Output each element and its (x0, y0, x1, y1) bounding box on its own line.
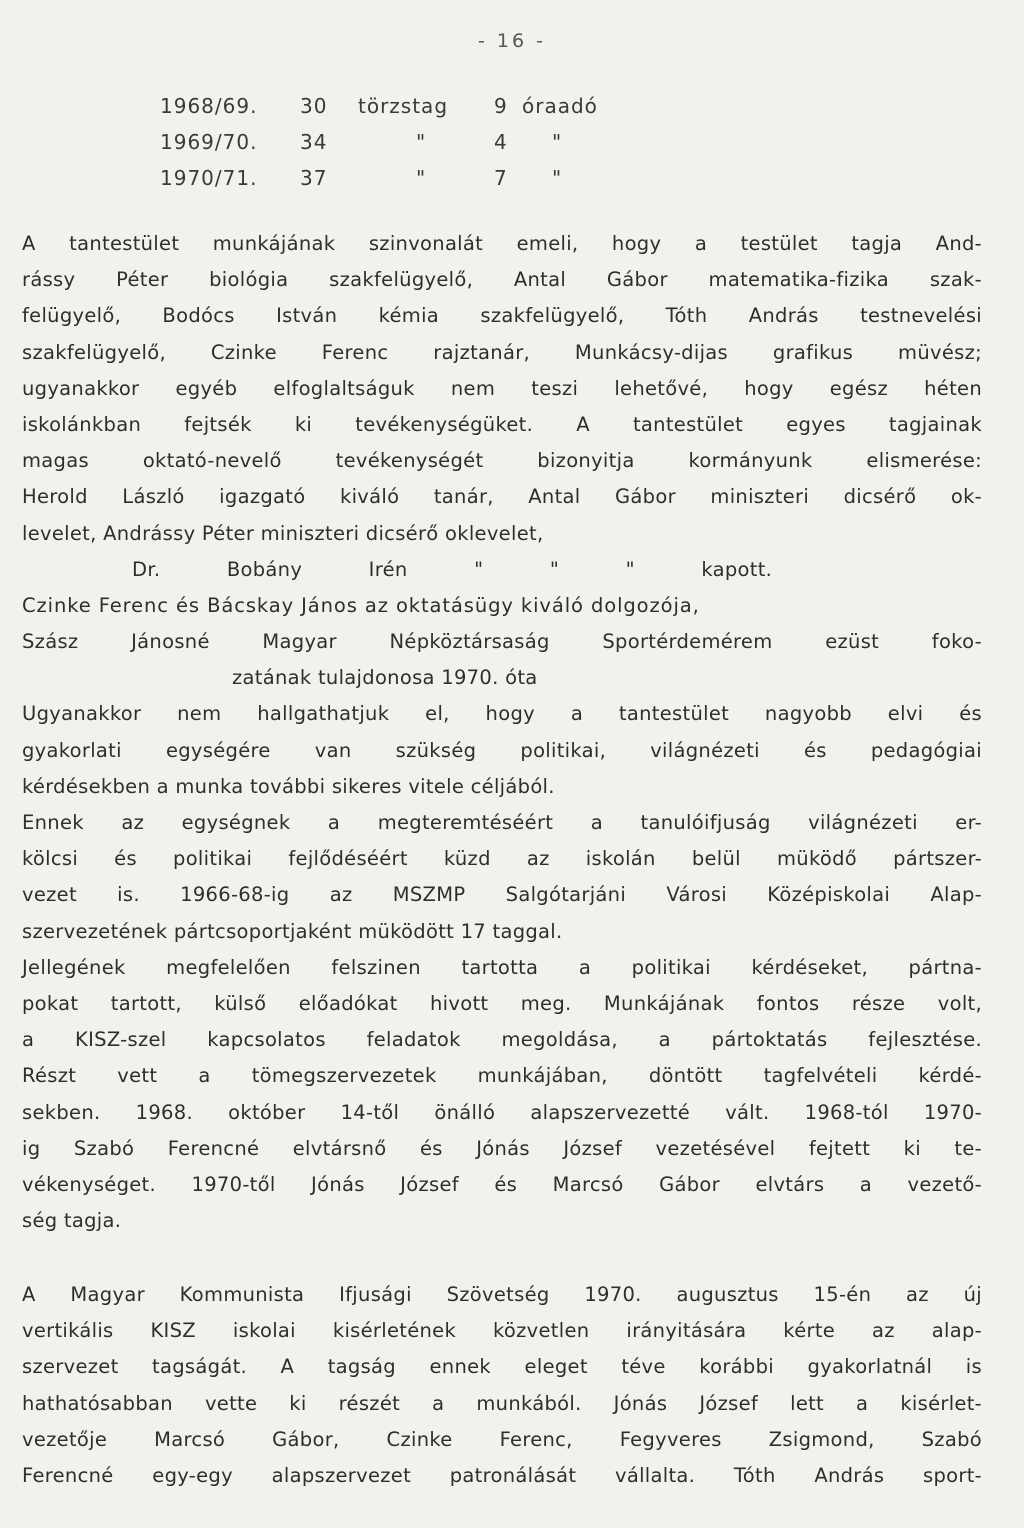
text-line: magas oktató-nevelő tevékenységét bizonyitja kormányunk elismerése: (22, 449, 982, 473)
text-line: A tantestület munkájának szinvonalát emeli, hogy a testület tagja And- (22, 232, 982, 255)
text-line: vezetője Marcsó Gábor, Czinke Ferenc, Fegyveres Zsigmond, Szabó (22, 1427, 982, 1451)
text-line: Szász Jánosné Magyar Népköztársaság Sportérdemérem ezüst foko- (22, 630, 982, 654)
stats-row (160, 88, 598, 124)
text-line: Czinke Ferenc és Bácskay János az oktatásügy kiváló dolgozója, (22, 593, 700, 617)
text-line: Ennek az egységnek a megteremtéséért a tanulóifjuság világnézeti er- (22, 811, 982, 834)
stats-label-part: óraadó (522, 94, 598, 118)
stats-count-part: 4 (494, 130, 508, 154)
text-line: vékenységet. 1970-től Jónás József és Marcsó Gábor elvtárs a vezető- (22, 1172, 982, 1196)
text-line: Herold László igazgató kiváló tanár, Antal Gábor miniszteri dicsérő ok- (22, 485, 982, 509)
text-line: a KISZ-szel kapcsolatos feladatok megoldása, a pártoktatás fejlesztése. (22, 1028, 982, 1052)
text-line: szakfelügyelő, Czinke Ferenc rajztanár, Munkácsy-dijas grafikus müvész; (22, 340, 982, 364)
stats-label-part: " (552, 166, 563, 190)
stats-label-full: " (416, 130, 427, 154)
body-text-block-1 (22, 226, 982, 1239)
text-line: Részt vett a tömegszervezetek munkájában, döntött tagfelvételi kérdé- (22, 1064, 982, 1088)
text-line: levelet, Andrássy Péter miniszteri dicsérő oklevelet, (22, 521, 544, 545)
text-line: ig Szabó Ferencné elvtársnő és Jónás József vezetésével fejtett ki te- (22, 1136, 982, 1160)
stats-row (160, 160, 598, 196)
text-line: A Magyar Kommunista Ifjusági Szövetség 1970. augusztus 15-én az új (22, 1283, 982, 1306)
stats-count: 37 (300, 166, 328, 190)
text-line: sekben. 1968. október 14-től önálló alapszervezetté vált. 1968-tól 1970- (22, 1100, 982, 1124)
text-line: pokat tartott, külső előadókat hivott meg. Munkájának fontos része volt, (22, 991, 982, 1015)
text-line: Jellegének megfelelően felszinen tartotta a politikai kérdéseket, pártna- (22, 955, 982, 979)
staff-stats-table (160, 88, 598, 196)
text-line: szervezetének pártcsoportjaként müködött 17 taggal. (22, 919, 563, 943)
stats-count-part: 9 (494, 94, 508, 118)
text-line: szervezet tagságát. A tagság ennek eleget téve korábbi gyakorlatnál is (22, 1355, 982, 1379)
text-line-award: Dr. Bobány Irén " " " kapott. (132, 557, 773, 581)
text-line: kérdésekben a munka további sikeres vitele céljából. (22, 774, 555, 798)
text-line: zatának tulajdonosa 1970. óta (232, 666, 538, 690)
stats-count: 30 (300, 94, 328, 118)
stats-label-part: " (552, 130, 563, 154)
stats-year: 1968/69. (160, 94, 258, 118)
stats-year: 1970/71. (160, 166, 258, 190)
text-line: Ferencné egy-egy alapszervezet patronálását vállalta. Tóth András sport- (22, 1463, 982, 1487)
stats-count-part: 7 (494, 166, 508, 190)
text-line: ugyanakkor egyéb elfoglaltságuk nem teszi lehetővé, hogy egész héten (22, 376, 982, 400)
text-line: Ugyanakkor nem hallgathatjuk el, hogy a tantestület nagyobb elvi és (22, 702, 982, 726)
text-line: iskolánkban fejtsék ki tevékenységüket. A tantestület egyes tagjainak (22, 412, 982, 436)
stats-count: 34 (300, 130, 328, 154)
text-line: hathatósabban vette ki részét a munkából. Jónás József lett a kisérlet- (22, 1391, 982, 1415)
stats-row (160, 124, 598, 160)
text-line: rássy Péter biológia szakfelügyelő, Antal Gábor matematika-fizika szak- (22, 268, 982, 292)
text-line: gyakorlati egységére van szükség politikai, világnézeti és pedagógiai (22, 738, 982, 762)
text-line: kölcsi és politikai fejlődéséért küzd az iskolán belül müködő pártszer- (22, 847, 982, 871)
text-line: vertikális KISZ iskolai kisérletének közvetlen irányitására kérte az alap- (22, 1319, 982, 1343)
text-line: vezet is. 1966-68-ig az MSZMP Salgótarjáni Városi Középiskolai Alap- (22, 883, 982, 907)
page-number: - 16 - (478, 30, 546, 52)
stats-label-full: törzstag (358, 94, 449, 118)
text-line: felügyelő, Bodócs István kémia szakfelügyelő, Tóth András testnevelési (22, 304, 982, 328)
stats-label-full: " (416, 166, 427, 190)
text-line: ség tagja. (22, 1209, 122, 1233)
body-text-block-2 (22, 1277, 982, 1494)
stats-year: 1969/70. (160, 130, 258, 154)
